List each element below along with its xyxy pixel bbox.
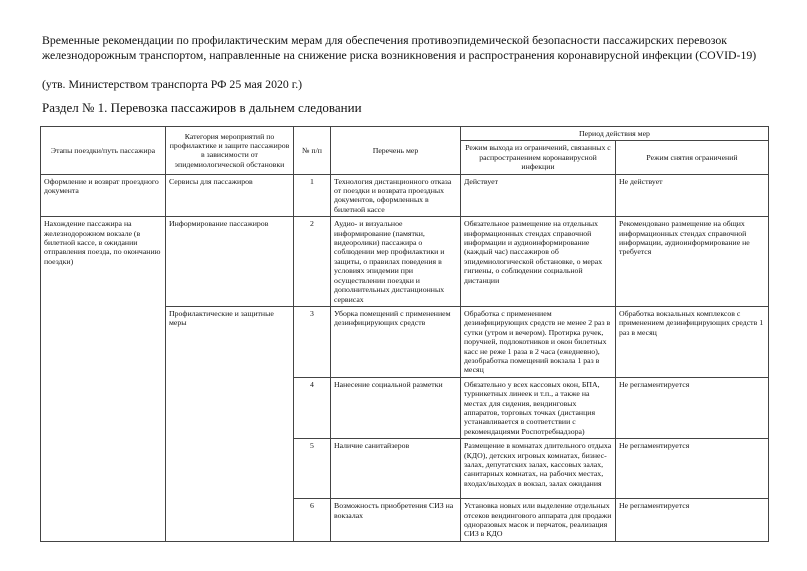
cell-lift-mode: Рекомендовано размещение на общих информационных стендах справочной информации, аудиоинформирование не требуется: [616, 217, 769, 307]
cell-category: Информирование пассажиров: [166, 217, 294, 307]
table-row: [41, 174, 769, 217]
cell-exit-mode: Действует: [461, 174, 616, 217]
cell-exit-mode: Обязательное размещение на отдельных информационных стендах справочной информации и аудиоинформирование (каждый час) пассажиров об эпидемиологической обстановке, о мерах гигиены, о соблюдении социальной дистанции: [461, 217, 616, 307]
cell-number: 3: [294, 306, 331, 377]
cell-stage: Оформление и возврат проездного документа: [41, 174, 166, 217]
cell-number: 4: [294, 377, 331, 438]
table-row: [41, 217, 769, 307]
cell-exit-mode: Обработка с применением дезинфицирующих средств не менее 2 раз в сутки (утром и вечером). Протирка ручек, поручней, подлокотников и окон билетных касс не реже 1 раза в 2 часа (ежедневно), дезобработка помещений вокзала 1 раз в месяц: [461, 306, 616, 377]
cell-measure: Наличие санитайзеров: [331, 439, 461, 499]
cell-number: 5: [294, 439, 331, 499]
cell-exit-mode: Обязательно у всех кассовых окон, БПА, турникетных линеек и т.п., а также на местах для сидения, вендинговых аппаратов, торговых точках (дистанция устанавливается в соответствии с рекомендациями Роспотребнадзора): [461, 377, 616, 438]
cell-measure: Технология дистанционного отказа от поездки и возврата проездных документов, оформленных в билетной кассе: [331, 174, 461, 217]
cell-number: 1: [294, 174, 331, 217]
cell-number: 6: [294, 499, 331, 542]
header-category: Категория мероприятий по профилактике и защите пассажиров в зависимости от эпидемиологической обстановки: [166, 127, 294, 175]
cell-exit-mode: Установка новых или выделение отдельных отсеков вендингового аппарата для продажи одноразовых масок и перчаток, реализация СИЗ в КДО: [461, 499, 616, 542]
table-header-row: [41, 127, 769, 141]
cell-measure: Нанесение социальной разметки: [331, 377, 461, 438]
cell-category: Профилактические и защитные меры: [166, 306, 294, 541]
cell-lift-mode: Не регламентируется: [616, 377, 769, 438]
cell-lift-mode: Обработка вокзальных комплексов с применением дезинфицирующих средств 1 раз в месяц: [616, 306, 769, 377]
cell-exit-mode: Размещение в комнатах длительного отдыха (КДО), детских игровых комнатах, бизнес-залах, депутатских залах, кассовых залах, санитарных комнатах, на рабочих местах, входах/выходах в вокзал, залах ожидания: [461, 439, 616, 499]
section-heading: Раздел № 1. Перевозка пассажиров в дальнем следовании: [42, 100, 362, 115]
header-exit-mode: Режим выхода из ограничений, связанных с распространением коронавирусной инфекции: [461, 141, 616, 174]
cell-stage: Нахождение пассажира на железнодорожном вокзале (в билетной кассе, в ожидании отправления поезда, по окончанию поездки): [41, 217, 166, 542]
cell-number: 2: [294, 217, 331, 307]
header-period: Период действия мер: [461, 127, 769, 141]
header-number: № п/п: [294, 127, 331, 175]
cell-lift-mode: Не действует: [616, 174, 769, 217]
cell-lift-mode: Не регламентируется: [616, 499, 769, 542]
cell-lift-mode: Не регламентируется: [616, 439, 769, 499]
cell-measure: Возможность приобретения СИЗ на вокзалах: [331, 499, 461, 542]
document-title: Временные рекомендации по профилактическим мерам для обеспечения противоэпидемической безопасности пассажирских перевозок железнодорожным транспортом, направленные на снижение риска возникновения и распространения коронавирусной инфекции (COVID-19): [42, 33, 757, 62]
header-stage: Этапы поездки/путь пассажира: [41, 127, 166, 175]
header-measures: Перечень мер: [331, 127, 461, 175]
approval-note: (утв. Министерством транспорта РФ 25 мая 2020 г.): [42, 77, 303, 91]
cell-measure: Уборка помещений с применением дезинфицирующих средств: [331, 306, 461, 377]
header-lift-mode: Режим снятия ограничений: [616, 141, 769, 174]
measures-table: [40, 126, 769, 542]
cell-category: Сервисы для пассажиров: [166, 174, 294, 217]
cell-measure: Аудио- и визуальное информирование (памятки, видеоролики) пассажира о соблюдении мер профилактики и защиты, о правилах поведения в условиях эпидемии при осуществлении поездки и дополнительных дистанционных сервисах: [331, 217, 461, 307]
